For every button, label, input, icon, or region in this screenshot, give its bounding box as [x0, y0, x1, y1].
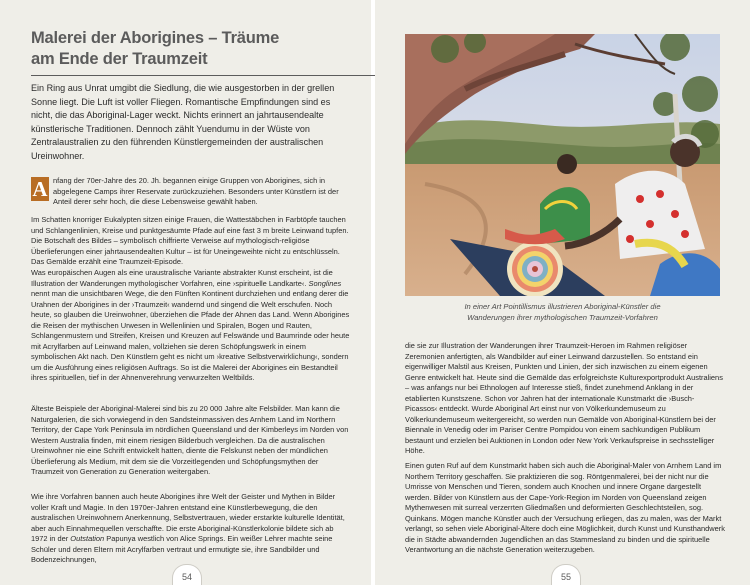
photo-caption: [405, 302, 720, 323]
body-paragraph-5-text-a: Wie ihre Vorfahren bannen auch heute Aborigines ihre Welt der Geister und Mythen in Bilder voller Kraft und Magie. In den 1970er-Jahren entstand eine Künstlerbewegung, die den australischen Ureinwohnern Anerkennung, Selbstvertrauen, wieder erstarkte kulturelle Identität, aber auch Einnahmequellen verschaffte. Die erste Aboriginal-Künstlerkolonie bildete sich ab 1972 in der: [31, 492, 345, 544]
page-number-left: 54: [172, 564, 202, 585]
songlines-term: Songlines: [308, 278, 342, 288]
body-paragraph-4: Älteste Beispiele der Aboriginal-Malerei sind bis zu 20 000 Jahre alte Felsbilder. Man kann die Naturgalerien, die sich vorwiegend in den Sandsteinmassiven des Arnhem Land im Northern Territory, der Cape York Peninsula im nördlichen Queensland und der Kimberleys im Norden von Western Australia finden, mit einem riesigen Bilderbuch vergleichen. Da die australischen Ureinwohner nie eine Schrift entwickelt hatten, diente die Felskunst neben der mündlichen Überlieferung als Medium, mit dem sie die Vorzeitlegenden und Schöpfungsmythen der Traumzeit von Generation zu Generation weitergaben.: [31, 404, 349, 477]
body-paragraph-3: [31, 268, 351, 384]
article-title: [31, 28, 351, 70]
body-paragraph-5: [31, 492, 351, 566]
right-page: [375, 0, 750, 585]
body-paragraph-3-text-a: Was europäischen Augen als eine uraustralische Variante abstrakter Kunst erscheint, ist die Illustration der Wanderungen mythologischer Vorfahren, eine ›spirituelle Landkarte‹.: [31, 268, 333, 288]
caption-line-1: In einer Art Pointillismus illustrieren Aboriginal-Künstler die: [464, 302, 661, 311]
right-body-paragraph-1: die sie zur Illustration der Wanderungen ihrer Traumzeit-Heroen im Rahmen religiöser Zeremonien anfertigten, als Wandbilder auf einer Leinwand darzustellen. So entstand ein eigenwilliger Malstil aus Kreisen, Punkten und Linien, der sich inzwischen zu einem eigenen Genre entwickelt hat. Heute sind die Gemälde das erfolgreichste Kulturexportprodukt Australiens – was anfangs nur bei Ethnologen auf Interesse stieß, findet zunehmend Anklang in der etablierten Kunstszene. Schon vor Jahren hat der internationale Kunstmarkt die ›Busch-Picassos‹ entdeckt. Wurde Aboriginal Art einst nur von Völkerkundemuseum zu Völkerkundemuseum weitergereicht, so werden nun Gemälde von Aboriginal-Künstlern bei der Biennale in Venedig oder im Pariser Centre Pompidou von einem sachkundigen Publikum bestaunt und erzielen bei Auktionen in London oder New York Verkaufspreise in sechsstelliger Höhe.: [405, 341, 723, 456]
body-paragraph-5-text-b: Papunya westlich von Alice Springs. Ein weißer Lehrer machte seine Schüler und deren Eltern mit Acrylfarben vertraut und ermutigte sie, ihre Sandbilder und Bodenzeichnungen,: [31, 534, 333, 565]
left-page: [0, 0, 372, 585]
caption-line-2: Wanderungen ihrer mythologischen Traumzeit-Vorfahren: [467, 312, 658, 322]
outstation-term: Outstation: [70, 534, 105, 544]
dropcap-letter: A: [32, 177, 48, 201]
body-paragraph-2: Im Schatten knorriger Eukalypten sitzen einige Frauen, die Wattestäbchen in Farbtöpfe tauchen und Schlangenlinien, Kreise und punktgesäumte Pfade auf eine fast 3 m breite Leinwand tupfen. Die Botschaft des Bildes – symbolisch chiffrierte Verweise auf mythologisch-religiöse Überlieferungen einer jahrtausendealten Kultur – ist für Uneingeweihte nicht zu entschlüsseln. Das Gemälde erzählt eine Traumzeit-Episode.: [31, 215, 349, 267]
body-paragraph-3-text-b: nennt man die unsichtbaren Wege, die den Fünften Kontinent durchziehen und entlang derer die Urahnen der Aborigines in der ›Traumzeit‹ wandernd und singend die Welt erschufen. Noch heute, so glauben die Ureinwohner, überziehen die Pfade der Ahnen das Land. Wenn Aborigines die Reisen der mythischen Urwesen in Wellenlinien und Spiralen, Bogen und Rauten, Schlangenmustern und Streifen, Kreisen und Kreuzen auf Felswände und Baumrinde oder heute mit Acrylfarben auf Leinwand malen, vollziehen sie deren Schöpfungswerk in einem symbolischen Akt nach. Den Künstlern geht es nicht um ›kreative Selbstverwirklichung‹, sondern um die Ausführung eines religiösen Auftrags. So ist die Malerei der Aborigines ein Bestandteil ihres spirituellen, tief in der Ahnenverehrung verwurzelten Weltbilds.: [31, 289, 350, 383]
title-line-2: am Ende der Traumzeit: [31, 50, 208, 68]
title-line-1: Malerei der Aborigines – Träume: [31, 29, 280, 47]
right-body-paragraph-2: Einen guten Ruf auf dem Kunstmarkt haben sich auch die Aboriginal-Maler von Arnhem Land im Northern Territory geschaffen. Sie praktizieren die sog. Röntgenmalerei, bei der nicht nur die Umrisse von Menschen und Tieren, sondern auch Knochen und innere Organe dargestellt werden. Bilder von Künstlern aus der Cape-York-Region im Norden von Queensland zeigen Mythenwesen mit surreal verzerrten Gliedmaßen und deformierten Geschlechtsteilen, sog. Quinkans. Mögen manche Künstler auch der Versuchung erliegen, das zu malen, was der Markt verlangt, so sehen viele Aboriginal-Ältere doch eine Möglichkeit, durch Kunst und Kunsthandwerk die in Städte abwandernden Jugendlichen an das Stammesland zu binden und die spirituelle Verantwortung an die nächste Generation weiterzugeben.: [405, 461, 726, 555]
page-number-right: 55: [551, 564, 581, 585]
intro-paragraph: Ein Ring aus Unrat umgibt die Siedlung, die wie ausgestorben in der grellen Sonne liegt. Die Luft ist voller Fliegen. Romantische Empfindungen sind es nicht, die das Aboriginal-Lager weckt. Nichts erinnert an jahrtausendealte künstlerische Traditionen. Dennoch zählt Yuendumu in der Wüste von Zentralaustralien zu den führenden Künstlergemeinden der australischen Ureinwohner.: [31, 83, 335, 161]
title-rule: [31, 75, 402, 76]
body-paragraph-1-text: nfang der 70er-Jahre des 20. Jh. begannen einige Gruppen von Aborigines, sich in abgelegene Camps ihrer Reservate zurückzuziehen. Besonders unter Künstlern ist der Anteil derer sehr hoch, die diese Lebensweise gewählt haben.: [53, 176, 339, 207]
aboriginal-artists-photo: [405, 34, 720, 296]
body-paragraph-1: [31, 176, 351, 208]
